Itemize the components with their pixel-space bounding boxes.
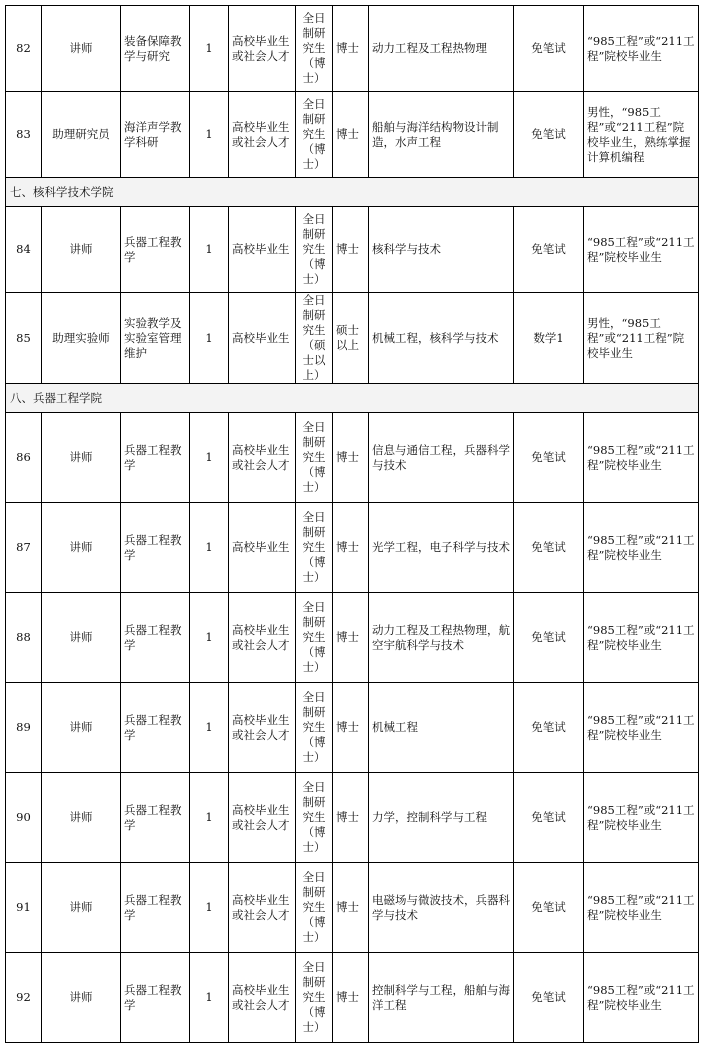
degree-cell: 博士: [333, 6, 369, 92]
requirement-cell: “985工程”或“211工程”院校毕业生: [584, 503, 699, 593]
headcount-cell: 1: [190, 683, 229, 773]
job-duty-cell: 兵器工程教学: [121, 683, 190, 773]
job-title-cell: 讲师: [42, 593, 121, 683]
exam-cell: 免笔试: [514, 503, 584, 593]
education-cell: 全日制研究生（博士）: [296, 413, 333, 503]
candidate-source-cell: 高校毕业生: [229, 293, 296, 384]
job-title-cell: 讲师: [42, 683, 121, 773]
table-row: [6, 207, 699, 293]
table-row: [6, 863, 699, 953]
headcount-cell: 1: [190, 207, 229, 293]
job-title-cell: 讲师: [42, 413, 121, 503]
degree-cell: 博士: [333, 92, 369, 178]
education-cell: 全日制研究生（博士）: [296, 773, 333, 863]
job-number-cell: 91: [6, 863, 42, 953]
job-title-cell: 讲师: [42, 863, 121, 953]
degree-cell: 博士: [333, 207, 369, 293]
exam-cell: 免笔试: [514, 6, 584, 92]
education-cell: 全日制研究生（博士）: [296, 953, 333, 1043]
requirement-cell: “985工程”或“211工程”院校毕业生: [584, 413, 699, 503]
job-title-cell: 助理实验师: [42, 293, 121, 384]
job-number-cell: 90: [6, 773, 42, 863]
job-number-cell: 82: [6, 6, 42, 92]
education-cell: 全日制研究生（博士）: [296, 593, 333, 683]
exam-cell: 数学1: [514, 293, 584, 384]
job-title-cell: 讲师: [42, 6, 121, 92]
headcount-cell: 1: [190, 503, 229, 593]
requirement-cell: 男性，“985工程”或“211工程”院校毕业生，熟练掌握计算机编程: [584, 92, 699, 178]
candidate-source-cell: 高校毕业生或社会人才: [229, 953, 296, 1043]
job-title-cell: 讲师: [42, 773, 121, 863]
job-title-cell: 讲师: [42, 207, 121, 293]
table-row: [6, 503, 699, 593]
exam-cell: 免笔试: [514, 207, 584, 293]
job-number-cell: 85: [6, 293, 42, 384]
exam-cell: 免笔试: [514, 953, 584, 1043]
job-title-cell: 讲师: [42, 953, 121, 1043]
major-cell: 动力工程及工程热物理: [369, 6, 514, 92]
candidate-source-cell: 高校毕业生或社会人才: [229, 413, 296, 503]
candidate-source-cell: 高校毕业生或社会人才: [229, 6, 296, 92]
job-duty-cell: 兵器工程教学: [121, 593, 190, 683]
headcount-cell: 1: [190, 6, 229, 92]
job-number-cell: 84: [6, 207, 42, 293]
education-cell: 全日制研究生（博士）: [296, 207, 333, 293]
major-cell: 力学，控制科学与工程: [369, 773, 514, 863]
degree-cell: 硕士以上: [333, 293, 369, 384]
candidate-source-cell: 高校毕业生: [229, 503, 296, 593]
education-cell: 全日制研究生（硕士以上）: [296, 293, 333, 384]
candidate-source-cell: 高校毕业生或社会人才: [229, 863, 296, 953]
requirement-cell: “985工程”或“211工程”院校毕业生: [584, 6, 699, 92]
section-title: 七、核科学技术学院: [6, 178, 699, 207]
exam-cell: 免笔试: [514, 92, 584, 178]
exam-cell: 免笔试: [514, 683, 584, 773]
headcount-cell: 1: [190, 863, 229, 953]
job-title-cell: 助理研究员: [42, 92, 121, 178]
requirement-cell: “985工程”或“211工程”院校毕业生: [584, 773, 699, 863]
job-number-cell: 88: [6, 593, 42, 683]
exam-cell: 免笔试: [514, 773, 584, 863]
education-cell: 全日制研究生（博士）: [296, 92, 333, 178]
candidate-source-cell: 高校毕业生或社会人才: [229, 593, 296, 683]
job-duty-cell: 兵器工程教学: [121, 207, 190, 293]
major-cell: 机械工程: [369, 683, 514, 773]
table-body: [6, 6, 699, 1043]
job-number-cell: 83: [6, 92, 42, 178]
headcount-cell: 1: [190, 953, 229, 1043]
major-cell: 信息与通信工程，兵器科学与技术: [369, 413, 514, 503]
degree-cell: 博士: [333, 863, 369, 953]
requirement-cell: “985工程”或“211工程”院校毕业生: [584, 207, 699, 293]
exam-cell: 免笔试: [514, 863, 584, 953]
degree-cell: 博士: [333, 683, 369, 773]
job-duty-cell: 兵器工程教学: [121, 413, 190, 503]
job-duty-cell: 兵器工程教学: [121, 863, 190, 953]
job-duty-cell: 实验教学及实验室管理维护: [121, 293, 190, 384]
education-cell: 全日制研究生（博士）: [296, 863, 333, 953]
job-number-cell: 89: [6, 683, 42, 773]
headcount-cell: 1: [190, 593, 229, 683]
table-row: [6, 293, 699, 384]
headcount-cell: 1: [190, 92, 229, 178]
requirement-cell: “985工程”或“211工程”院校毕业生: [584, 953, 699, 1043]
section-title: 八、兵器工程学院: [6, 384, 699, 413]
table-row: [6, 593, 699, 683]
section-header-row: [6, 178, 699, 207]
major-cell: 核科学与技术: [369, 207, 514, 293]
requirement-cell: “985工程”或“211工程”院校毕业生: [584, 593, 699, 683]
table-row: [6, 413, 699, 503]
candidate-source-cell: 高校毕业生: [229, 207, 296, 293]
job-title-cell: 讲师: [42, 503, 121, 593]
candidate-source-cell: 高校毕业生或社会人才: [229, 773, 296, 863]
recruitment-table: [5, 5, 699, 1043]
requirement-cell: “985工程”或“211工程”院校毕业生: [584, 863, 699, 953]
job-duty-cell: 兵器工程教学: [121, 773, 190, 863]
job-duty-cell: 兵器工程教学: [121, 953, 190, 1043]
table-row: [6, 773, 699, 863]
degree-cell: 博士: [333, 773, 369, 863]
table-row: [6, 683, 699, 773]
major-cell: 船舶与海洋结构物设计制造，水声工程: [369, 92, 514, 178]
job-duty-cell: 装备保障教学与研究: [121, 6, 190, 92]
table-row: [6, 953, 699, 1043]
exam-cell: 免笔试: [514, 413, 584, 503]
job-duty-cell: 兵器工程教学: [121, 503, 190, 593]
candidate-source-cell: 高校毕业生或社会人才: [229, 683, 296, 773]
headcount-cell: 1: [190, 773, 229, 863]
job-duty-cell: 海洋声学教学科研: [121, 92, 190, 178]
degree-cell: 博士: [333, 593, 369, 683]
degree-cell: 博士: [333, 953, 369, 1043]
major-cell: 动力工程及工程热物理，航空宇航科学与技术: [369, 593, 514, 683]
major-cell: 光学工程，电子科学与技术: [369, 503, 514, 593]
education-cell: 全日制研究生（博士）: [296, 683, 333, 773]
job-number-cell: 92: [6, 953, 42, 1043]
exam-cell: 免笔试: [514, 593, 584, 683]
headcount-cell: 1: [190, 413, 229, 503]
major-cell: 机械工程，核科学与技术: [369, 293, 514, 384]
job-number-cell: 86: [6, 413, 42, 503]
table-row: [6, 92, 699, 178]
section-header-row: [6, 384, 699, 413]
degree-cell: 博士: [333, 413, 369, 503]
requirement-cell: 男性，“985工程”或“211工程”院校毕业生: [584, 293, 699, 384]
job-number-cell: 87: [6, 503, 42, 593]
major-cell: 控制科学与工程，船舶与海洋工程: [369, 953, 514, 1043]
degree-cell: 博士: [333, 503, 369, 593]
education-cell: 全日制研究生（博士）: [296, 503, 333, 593]
candidate-source-cell: 高校毕业生或社会人才: [229, 92, 296, 178]
major-cell: 电磁场与微波技术，兵器科学与技术: [369, 863, 514, 953]
table-row: [6, 6, 699, 92]
education-cell: 全日制研究生（博士）: [296, 6, 333, 92]
requirement-cell: “985工程”或“211工程”院校毕业生: [584, 683, 699, 773]
headcount-cell: 1: [190, 293, 229, 384]
